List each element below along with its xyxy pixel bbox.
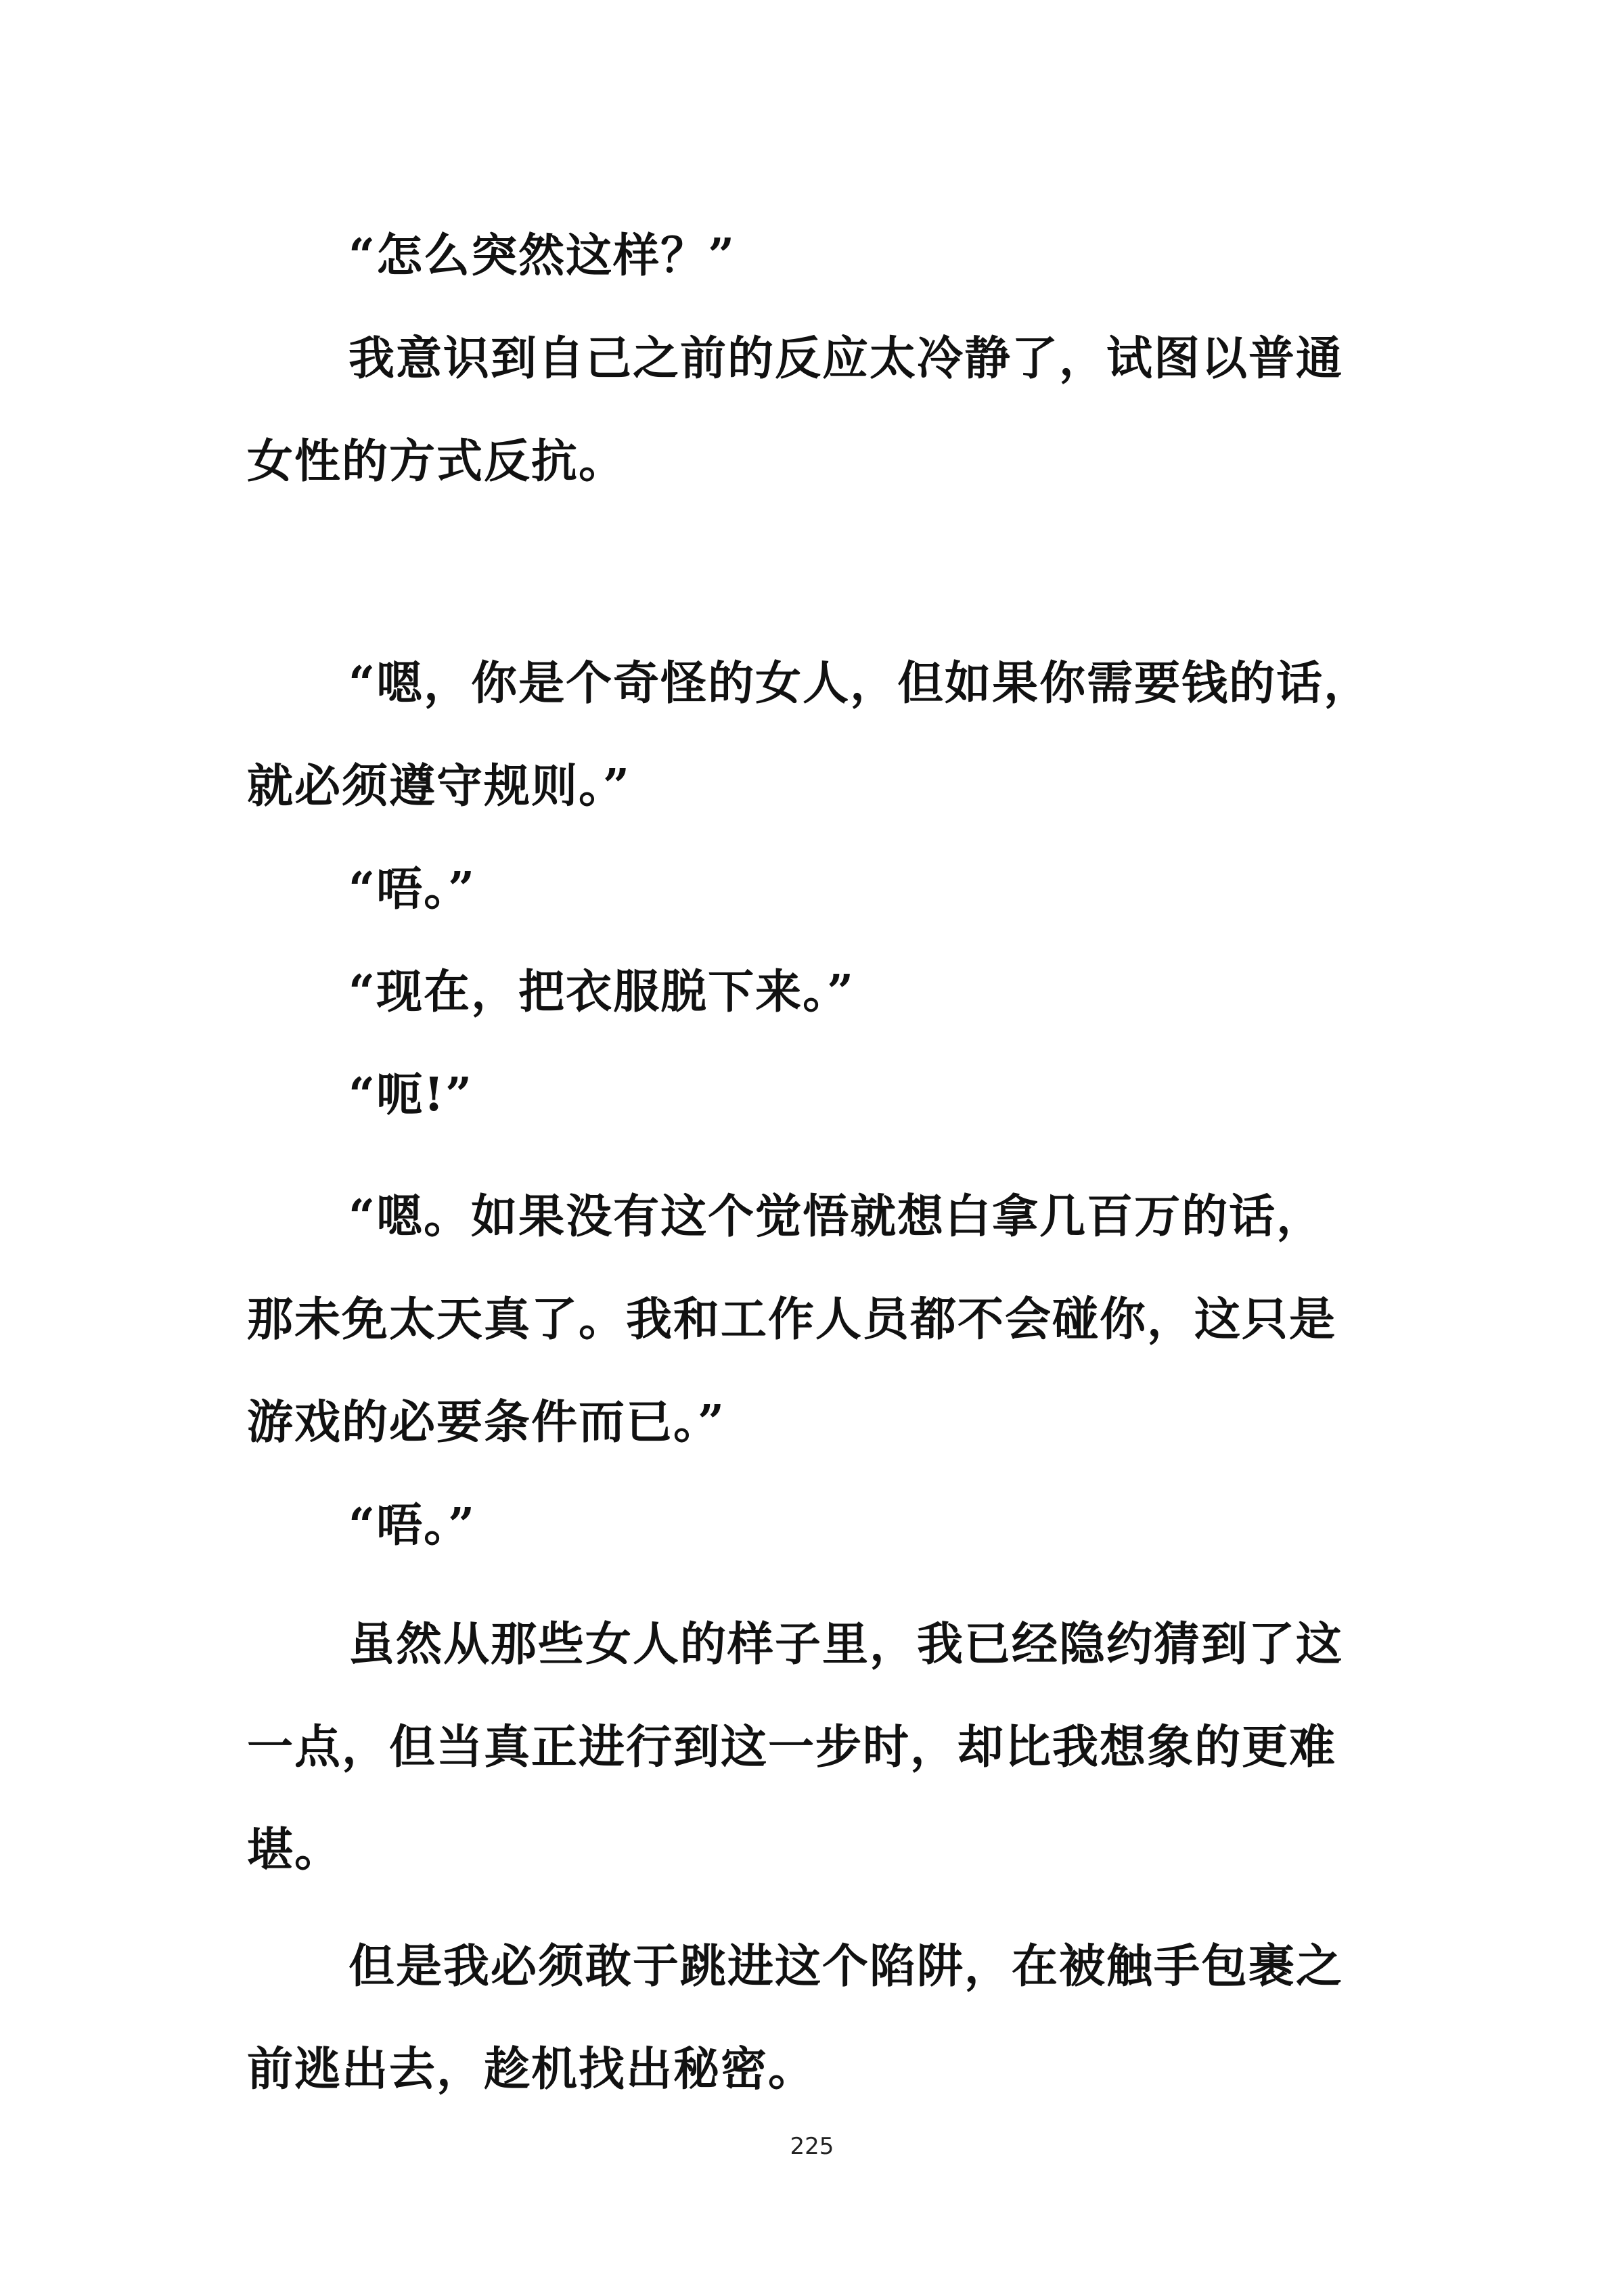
dialogue-line: 游戏的必要条件而已。” bbox=[247, 1395, 726, 1449]
dialogue-line: 那未免太天真了。我和工作人员都不会碰你，这只是 bbox=[247, 1292, 1337, 1347]
dialogue-line: “嗯。如果没有这个觉悟就想白拿几百万的话， bbox=[348, 1190, 1324, 1244]
paragraph-line: 但是我必须敢于跳进这个陷阱，在被触手包裹之 bbox=[348, 1939, 1344, 1994]
paragraph-line: 一点，但当真正进行到这一步时，却比我想象的更难 bbox=[247, 1720, 1337, 1774]
paragraph-line: 虽然从那些女人的样子里，我已经隐约猜到了这 bbox=[348, 1617, 1344, 1671]
dialogue-line: 就必须遵守规则。” bbox=[247, 759, 631, 813]
dialogue-line: “呃!” bbox=[348, 1068, 474, 1122]
paragraph-line: 我意识到自己之前的反应太冷静了，试图以普通 bbox=[348, 332, 1344, 386]
paragraph-line: 前逃出去，趁机找出秘密。 bbox=[247, 2042, 816, 2096]
dialogue-line: “现在，把衣服脱下来。” bbox=[348, 965, 855, 1019]
dialogue-line: “怎么突然这样？” bbox=[348, 229, 736, 283]
page-number: 225 bbox=[790, 2133, 834, 2160]
paragraph-line: 堪。 bbox=[247, 1823, 342, 1877]
dialogue-line: “嗯，你是个奇怪的女人，但如果你需要钱的话， bbox=[348, 656, 1372, 711]
dialogue-line: “唔。” bbox=[348, 1498, 476, 1552]
paragraph-line: 女性的方式反抗。 bbox=[247, 434, 627, 489]
dialogue-line: “唔。” bbox=[348, 862, 476, 916]
